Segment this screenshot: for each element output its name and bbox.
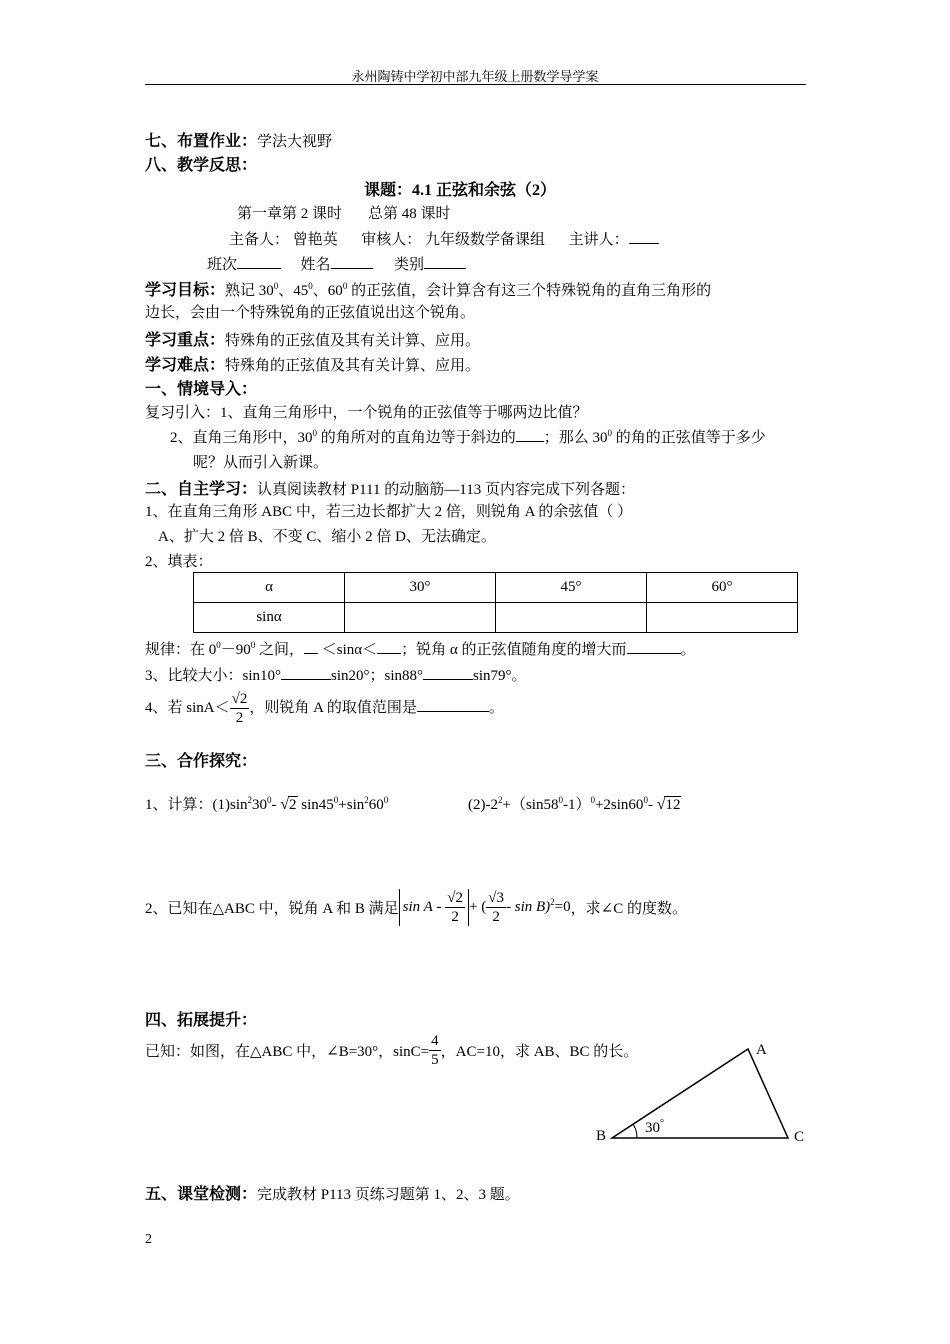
eq-zero: =0 xyxy=(554,899,571,915)
table-header-cell: α xyxy=(194,573,345,603)
table-row xyxy=(194,573,798,603)
sqrt-arg: 12 xyxy=(665,797,681,813)
vertex-b-label: B xyxy=(596,1128,607,1144)
frac-den: 5 xyxy=(431,1052,439,1068)
frac-num: √3 xyxy=(488,890,504,906)
goals-text-c: 、60 xyxy=(312,283,343,299)
section-3-calc2 xyxy=(468,793,681,814)
section-4-label: 四、拓展提升： xyxy=(145,1012,258,1029)
deg: 0 xyxy=(590,795,595,805)
sq: 2 xyxy=(498,795,503,805)
calc-a: 1、计算：(1)sin xyxy=(145,797,248,813)
section-2-label: 二、自主学习： xyxy=(145,481,258,498)
section-8-label: 八、教学反思： xyxy=(145,157,258,174)
given-b: ，求∠C 的度数。 xyxy=(570,901,687,917)
sq: 2 xyxy=(247,795,252,805)
eq-sinB: - sin B) xyxy=(505,899,551,915)
frac-num: √2 xyxy=(447,890,464,906)
page-header: 永州陶铸中学初中部九年级上册数学导学案 xyxy=(351,69,599,84)
rule-f: 。 xyxy=(680,642,696,658)
rule-a: 规律：在 0 xyxy=(145,642,217,658)
rule-blank-2[interactable] xyxy=(377,639,401,654)
table-answer-cell[interactable] xyxy=(496,603,647,633)
section-3-given xyxy=(145,889,687,926)
rule-d: ＜sinα＜ xyxy=(318,642,378,658)
section-5 xyxy=(145,1181,520,1204)
goals-label: 学习目标： xyxy=(145,282,226,299)
student-info xyxy=(207,253,466,274)
section-2-q1: 1、在直角三角形 ABC 中，若三边长都扩大 2 倍，则锐角 A 的余弦值（ ） xyxy=(145,504,633,520)
header-rule xyxy=(145,84,806,85)
sq: 2 xyxy=(364,795,369,805)
type-blank[interactable] xyxy=(424,254,466,269)
q3-c: sin79°。 xyxy=(473,668,527,684)
q4-blank[interactable] xyxy=(417,697,489,712)
calc2-e: - xyxy=(647,797,657,813)
rule-e: ；锐角 α 的正弦值随角度的增大而 xyxy=(401,642,627,658)
eq-fraction-1 xyxy=(445,889,465,926)
q3-blank-2[interactable] xyxy=(423,665,473,680)
section-1-label: 一、情境导入： xyxy=(145,381,258,398)
q2-text-d: 的角的正弦值等于多少 xyxy=(612,430,766,446)
frac-den: 2 xyxy=(235,710,244,726)
period-chapter: 第一章第 2 课时 xyxy=(237,206,343,222)
section-3-label: 三、合作探究： xyxy=(145,753,258,770)
section-2-intro: 认真阅读教材 P111 的动脑筋—113 页内容完成下列各题： xyxy=(257,482,635,498)
prep-name: 曾艳英 xyxy=(292,232,338,248)
calc2-c: -1） xyxy=(562,797,591,813)
deg: 0 xyxy=(558,795,563,805)
deg: 0 xyxy=(267,795,272,805)
section-1-q2-cont: 呢？从而引入新课。 xyxy=(193,455,329,471)
abs-value-bars xyxy=(399,889,469,926)
table-row xyxy=(194,603,798,633)
class-label: 班次 xyxy=(207,257,238,273)
lecturer-blank[interactable] xyxy=(629,229,659,244)
goals-text-a: 熟记 30 xyxy=(225,283,274,299)
table-answer-cell[interactable] xyxy=(647,603,798,633)
calc-c: - xyxy=(271,797,281,813)
section-7-text: 学法大视野 xyxy=(257,134,333,150)
table-answer-cell[interactable] xyxy=(345,603,496,633)
key-points-text: 特殊角的正弦值及其有关计算、应用。 xyxy=(225,333,481,349)
s4-text-a: 已知：如图，在△ABC 中，∠B=30°，sinC= xyxy=(145,1044,430,1060)
section-2-rule xyxy=(145,638,696,659)
rule-blank-1[interactable] xyxy=(304,639,318,654)
key-points xyxy=(145,327,480,350)
calc2-d: +2sin60 xyxy=(594,797,644,813)
q2-text-c: ；那么 30 xyxy=(543,430,608,446)
deg: 0 xyxy=(643,795,648,805)
section-2-q3 xyxy=(145,664,527,685)
table-header-cell: 45° xyxy=(496,573,647,603)
given-a: 2、已知在△ABC 中，锐角 A 和 B 满足 xyxy=(145,901,399,917)
goals-text-d: 的正弦值，会计算含有这三个特殊锐角的直角三角形的 xyxy=(347,283,712,299)
section-4-text xyxy=(145,1032,638,1069)
rule-c: 之间， xyxy=(255,642,305,658)
sqrt-icon: √ xyxy=(656,796,666,813)
table-header-cell: 30° xyxy=(345,573,496,603)
q2-text-b: 的角所对的直角边等于斜边的 xyxy=(317,430,516,446)
triangle-figure xyxy=(590,1035,815,1150)
q2-text-a: 2、直角三角形中，30 xyxy=(170,430,313,446)
calc-b: 30 xyxy=(252,797,267,813)
deg: 0 xyxy=(607,428,613,438)
q3-a: 3、比较大小：sin10° xyxy=(145,668,282,684)
sine-table xyxy=(193,572,798,633)
eq-exp: 2 xyxy=(550,896,555,907)
table-row-label: sinα xyxy=(194,603,345,633)
section-1-review: 复习引入：1、直角三角形中，一个锐角的正弦值等于哪两边比值？ xyxy=(145,405,588,421)
q4-fraction xyxy=(230,690,250,727)
frac-num: √2 xyxy=(231,691,248,707)
lesson-staff xyxy=(229,228,659,249)
period-total: 总第 48 课时 xyxy=(368,206,451,222)
eq-fraction-2 xyxy=(486,889,506,926)
deg: 0 xyxy=(312,428,318,438)
section-2-q4 xyxy=(145,690,504,727)
rule-b: －90 xyxy=(220,642,251,658)
q3-blank-1[interactable] xyxy=(281,665,331,680)
angle-label: 30° xyxy=(645,1118,664,1136)
q4-b: ，则锐角 A 的取值范围是 xyxy=(249,699,417,716)
calc-e: +sin xyxy=(338,797,365,813)
section-2-q2: 2、填表： xyxy=(145,554,213,570)
section-1-q2 xyxy=(170,426,766,447)
q4-a: 4、若 sinA＜ xyxy=(145,699,230,716)
section-7-label: 七、布置作业： xyxy=(145,133,258,150)
s4-text-b: ，AC=10，求 AB、BC 的长。 xyxy=(440,1044,639,1060)
goals-line2: 边长，会由一个特殊锐角的正弦值说出这个锐角。 xyxy=(145,305,476,321)
lesson-period xyxy=(237,202,451,223)
page-number: 2 xyxy=(145,1232,152,1247)
section-5-label: 五、课堂检测： xyxy=(145,1186,258,1203)
deg: 0 xyxy=(333,795,339,805)
review-label: 审核人： xyxy=(361,232,422,248)
frac-num: 4 xyxy=(431,1033,439,1049)
deg: 0 xyxy=(250,640,256,650)
frac-den: 2 xyxy=(492,909,500,925)
frac-den: 2 xyxy=(451,909,459,925)
goals-line1 xyxy=(145,277,711,300)
deg: 0 xyxy=(383,795,389,805)
vertex-a-label: A xyxy=(756,1042,767,1058)
calc-d: sin45 xyxy=(297,797,334,813)
difficulties xyxy=(145,352,480,375)
section-2-head xyxy=(145,476,635,499)
calc2-a: (2)-2 xyxy=(468,797,498,813)
sqrt-arg: 2 xyxy=(289,797,297,813)
type-label: 类别 xyxy=(394,257,425,273)
difficulties-text: 特殊角的正弦值及其有关计算、应用。 xyxy=(225,358,481,374)
lesson-title: 课题：4.1 正弦和余弦（2） xyxy=(363,182,556,199)
calc2-b: +（sin58 xyxy=(502,797,559,813)
goals-text-b: 、45 xyxy=(278,283,309,299)
name-blank[interactable] xyxy=(331,254,373,269)
table-header-cell: 60° xyxy=(647,573,798,603)
eq-minus: - xyxy=(436,899,442,915)
q3-b: sin20°；sin88° xyxy=(331,668,424,684)
section-7 xyxy=(145,128,332,151)
lecturer-label: 主讲人： xyxy=(568,232,629,248)
class-blank[interactable] xyxy=(237,254,281,269)
name-label: 姓名 xyxy=(300,257,331,273)
prep-label: 主备人： xyxy=(229,232,290,248)
difficulties-label: 学习难点： xyxy=(145,357,226,374)
eq-sinA: sin A xyxy=(402,899,433,915)
angle-arc xyxy=(633,1124,637,1138)
sinC-fraction xyxy=(429,1032,441,1069)
eq-plus: + ( xyxy=(469,899,487,915)
deg: 0 xyxy=(216,640,221,650)
review-name: 九年级数学备课组 xyxy=(425,232,546,248)
section-3-calc xyxy=(145,793,388,814)
deg: 0 xyxy=(273,281,279,291)
calc-f: 60 xyxy=(368,797,384,813)
vertex-c-label: C xyxy=(794,1129,805,1145)
section-5-text: 完成教材 P113 页练习题第 1、2、3 题。 xyxy=(257,1187,520,1203)
rule-blank-3[interactable] xyxy=(627,639,681,654)
q4-c: 。 xyxy=(488,699,504,716)
sqrt-icon: √ xyxy=(280,796,290,813)
section-2-q1-options: A、扩大 2 倍 B、不变 C、缩小 2 倍 D、无法确定。 xyxy=(158,529,496,545)
q2-blank[interactable] xyxy=(516,427,544,442)
triangle-abc xyxy=(612,1049,788,1138)
deg: 0 xyxy=(308,281,313,291)
deg: 0 xyxy=(342,281,348,291)
key-points-label: 学习重点： xyxy=(145,332,226,349)
